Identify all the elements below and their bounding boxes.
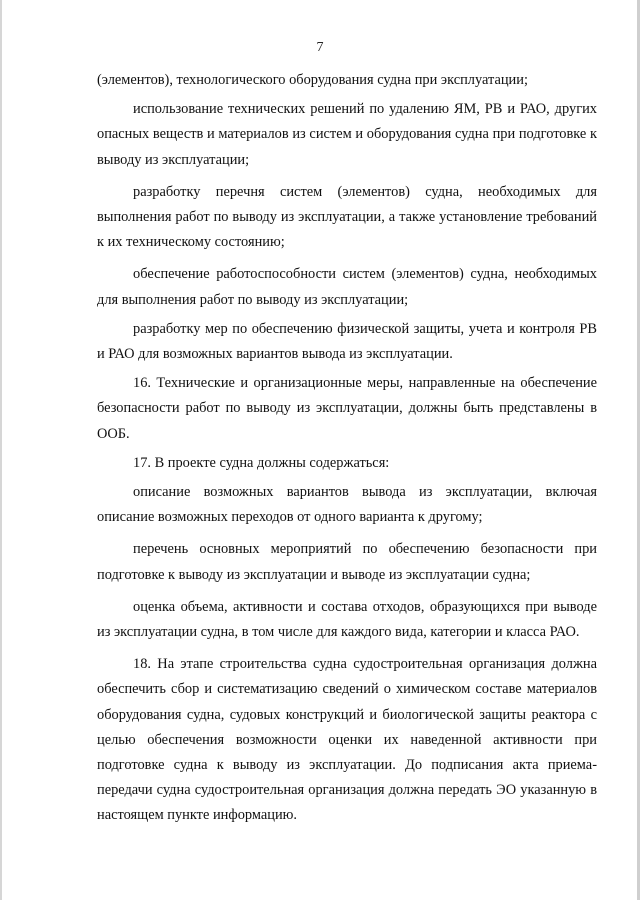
paragraph-item-waste-assessment: оценка объема, активности и состава отходов, образующихся при выводе из эксплуатации судна, в том числе для каждого вида, категории и класса РАО. xyxy=(97,598,597,641)
document-body xyxy=(97,68,597,829)
paragraph-clause-16: 16. Технические и организационные меры, направленные на обеспечение безопасности работ по выводу из эксплуатации, должны быть представлены в ООБ. xyxy=(97,375,597,442)
paragraph-item-system-operability: обеспечение работоспособности систем (элементов) судна, необходимых для выполнения работ по выводу из эксплуатации; xyxy=(97,266,597,308)
paragraph-item-use-technical-solutions: использование технических решений по удалению ЯМ, РВ и РАО, других опасных веществ и материалов из систем и оборудования судна при подготовке к выводу из эксплуатации; xyxy=(97,101,597,168)
paragraph-clause-17: 17. В проекте судна должны содержаться: xyxy=(133,454,390,471)
paragraph-item-physical-protection: разработку мер по обеспечению физической защиты, учета и контроля РВ и РАО для возможных вариантов вывода из эксплуатации. xyxy=(97,320,597,363)
page-number: 7 xyxy=(316,40,324,55)
paragraph-item-safety-measures: перечень основных мероприятий по обеспечению безопасности при подготовке к выводу из эксплуатации и выводе из эксплуатации судна; xyxy=(97,541,597,583)
scan-edge-left xyxy=(0,0,2,900)
paragraph-continuation: (элементов), технологического оборудования судна при эксплуатации; xyxy=(97,72,528,88)
paragraph-item-decommissioning-options: описание возможных вариантов вывода из эксплуатации, включая описание возможных переходов от одного варианта к другому; xyxy=(97,484,597,526)
paragraph-clause-18: 18. На этапе строительства судна судостроительная организация должна обеспечить сбор и систематизацию сведений о химическом составе материалов оборудования судна, судовых конструкций и биологической защиты реактора с целью обеспечения возможности оценки их наведенной активности при подготовке судна к выводу из эксплуатации. До подписания акта приема-передачи судна судостроительная организация должна передать ЭО указанную в настоящем пункте информацию. xyxy=(97,656,597,824)
paragraph-item-systems-list: разработку перечня систем (элементов) судна, необходимых для выполнения работ по выводу из эксплуатации, а также установление требований к их техническому состоянию; xyxy=(97,183,597,251)
